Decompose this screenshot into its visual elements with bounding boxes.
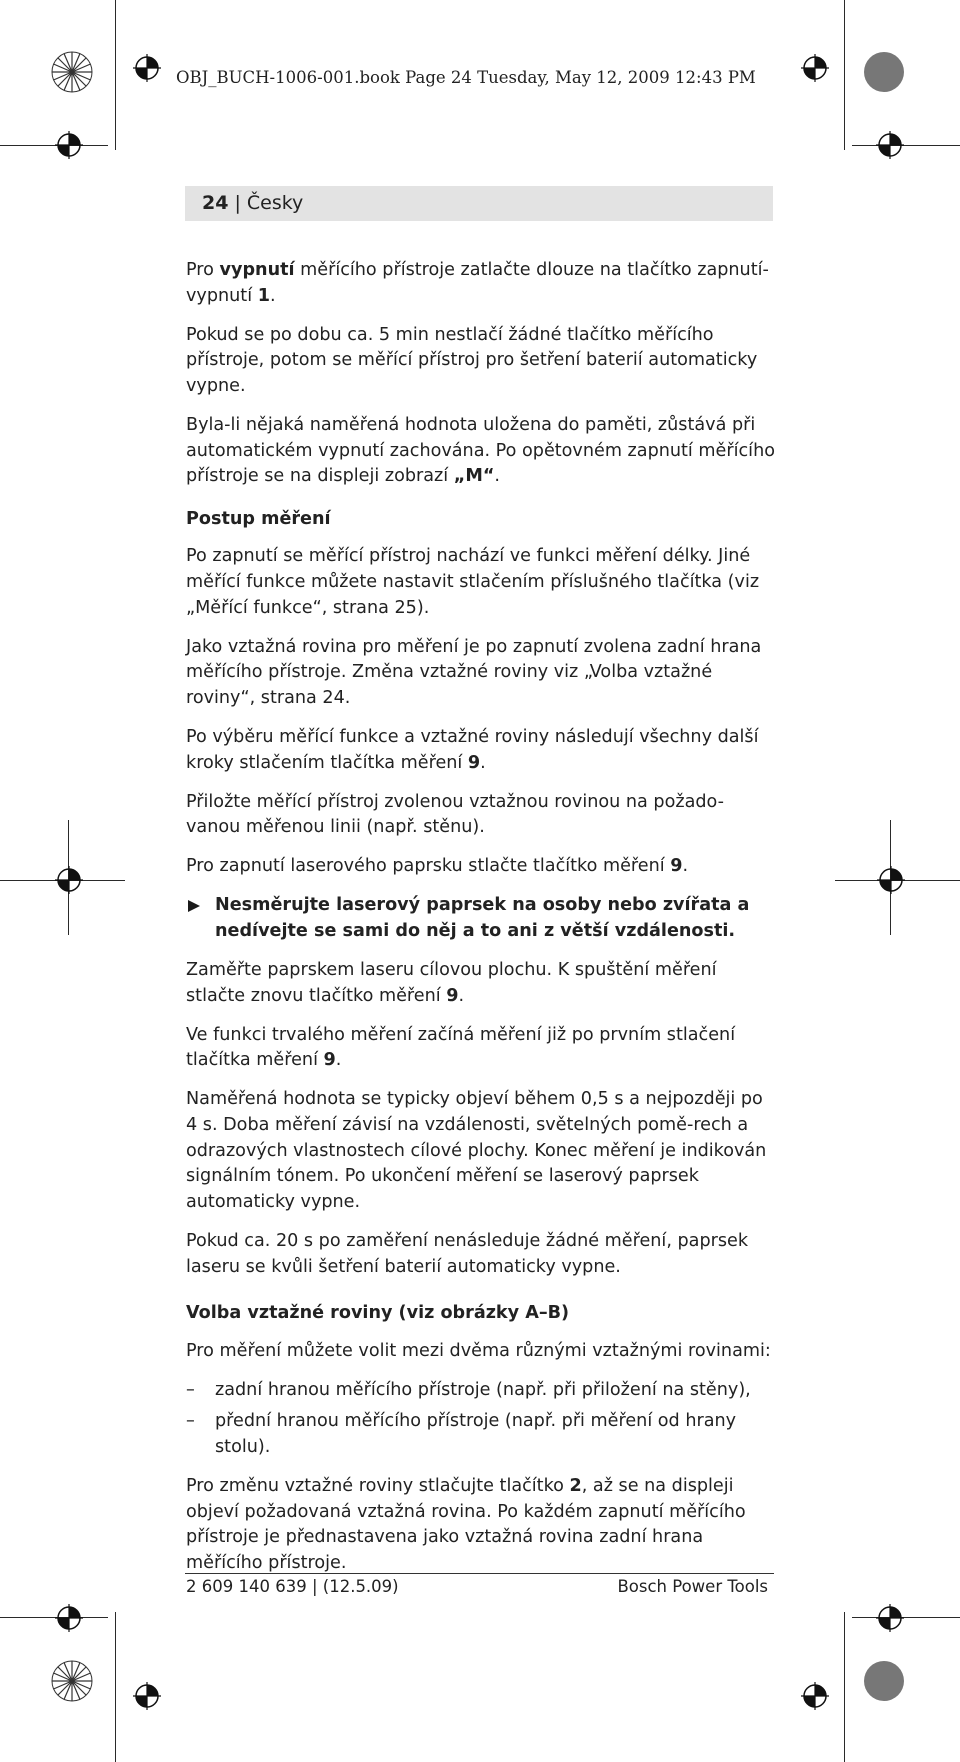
registration-mark-icon (133, 54, 161, 82)
paragraph: Naměřená hodnota se typicky objeví během 0,5 s a nejpozději po 4 s. Doba měření závisí na vzdálenosti, světelných pomě-rech a odrazových vlastnostech cílové plochy. Konec měření je indikován signálním tónem. Po ukončení měření se laserový paprsek automaticky vypne. (186, 1089, 767, 1212)
paragraph: Pro měření můžete volit mezi dvěma různými vztažnými rovinami: (186, 1340, 771, 1361)
footer-brand: Bosch Power Tools (617, 1577, 768, 1596)
section-heading: Postup měření (186, 508, 331, 529)
crop-mark-line (852, 1617, 960, 1618)
paragraph: Zaměřte paprskem laseru cílovou plochu. K spuštění měření stlačte znovu tlačítko měření 9. (186, 960, 717, 1006)
crop-mark-line (0, 1617, 108, 1618)
paragraph: Pro změnu vztažné roviny stlačujte tlačítko 2, až se na displeji objeví požadovaná vztažná rovina. Po každém zapnutí měřícího přístroje je přednastavena jako vztažná rovina zadní hrana měřícího přístroje. (186, 1476, 746, 1573)
footer-document-number: 2 609 140 639 | (12.5.09) (186, 1577, 399, 1596)
star-target-icon (50, 1659, 94, 1703)
paragraph: Pokud se po dobu ca. 5 min nestlačí žádné tlačítko měřícího přístroje, potom se měřící přístroj pro šetření baterií automaticky vypne. (186, 324, 758, 396)
star-target-icon (862, 1659, 906, 1703)
registration-mark-icon (55, 1604, 83, 1632)
crop-mark-line (844, 0, 845, 150)
registration-mark-icon (876, 131, 904, 159)
star-target-icon (862, 50, 906, 94)
header-separator: | (234, 192, 241, 214)
paragraph: Pro zapnutí laserového paprsku stlačte tlačítko měření 9. (186, 856, 689, 877)
warning-triangle-icon (188, 900, 200, 912)
registration-mark-icon (801, 1682, 829, 1710)
registration-mark-icon (55, 131, 83, 159)
page-number: 24 (202, 192, 229, 214)
registration-mark-icon (877, 866, 905, 894)
paragraph: Po výběru měřící funkce a vztažné roviny následují všechny další kroky stlačením tlačítka měření 9. (186, 726, 759, 773)
registration-mark-icon (55, 866, 83, 894)
registration-mark-icon (876, 1604, 904, 1632)
registration-mark-icon (801, 54, 829, 82)
paragraph: Jako vztažná rovina pro měření je po zapnutí zvolena zadní hrana měřícího přístroje. Změna vztažné roviny viz „Volba vztažné roviny“, strana 24. (186, 636, 762, 708)
star-target-icon (50, 50, 94, 94)
list-item: – přední hranou měřícího přístroje (např. při měření od hrany stolu). (186, 1411, 737, 1457)
crop-mark-line (844, 1612, 845, 1762)
paragraph: Ve funkci trvalého měření začíná měření již po prvním stlačení tlačítka měření 9. (186, 1024, 736, 1071)
page-content (186, 258, 776, 1590)
header-language: Česky (246, 192, 304, 214)
footer-divider (185, 1573, 774, 1574)
crop-mark-line (0, 145, 108, 146)
list-item: – zadní hranou měřícího přístroje (např. při přiložení na stěny), (186, 1379, 751, 1400)
crop-mark-line (115, 1612, 116, 1762)
paragraph: Byla-li nějaká naměřená hodnota uložena do paměti, zůstává při automatickém vypnutí zachována. Po opětovném zapnutí měřícího přístroje se na displeji zobrazí „M“. (186, 414, 775, 487)
book-info: OBJ_BUCH-1006-001.book Page 24 Tuesday, May 12, 2009 12:43 PM (176, 68, 756, 87)
section-heading: Volba vztažné roviny (viz obrázky A–B) (186, 1303, 570, 1324)
paragraph: Přiložte měřící přístroj zvolenou vztažnou rovinou na požado-vanou měřenou linii (např. stěnu). (186, 791, 724, 838)
paragraph: Pro vypnutí měřícího přístroje zatlačte dlouze na tlačítko zapnutí-vypnutí 1. (186, 260, 769, 306)
paragraph: Po zapnutí se měřící přístroj nachází ve funkci měření délky. Jiné měřící funkce můžete nastavit stlačením příslušného tlačítka (viz „Měřící funkce“, strana 25). (186, 546, 760, 618)
crop-mark-line (115, 0, 116, 150)
paragraph: Pokud ca. 20 s po zaměření nenásleduje žádné měření, paprsek laseru se kvůli šetření baterií automaticky vypne. (186, 1230, 749, 1277)
crop-mark-line (852, 145, 960, 146)
safety-warning: Nesměrujte laserový paprsek na osoby nebo zvířata a nedívejte se sami do něj a to ani z větší vzdálenosti. (186, 893, 776, 944)
registration-mark-icon (133, 1682, 161, 1710)
page-header (185, 186, 773, 221)
